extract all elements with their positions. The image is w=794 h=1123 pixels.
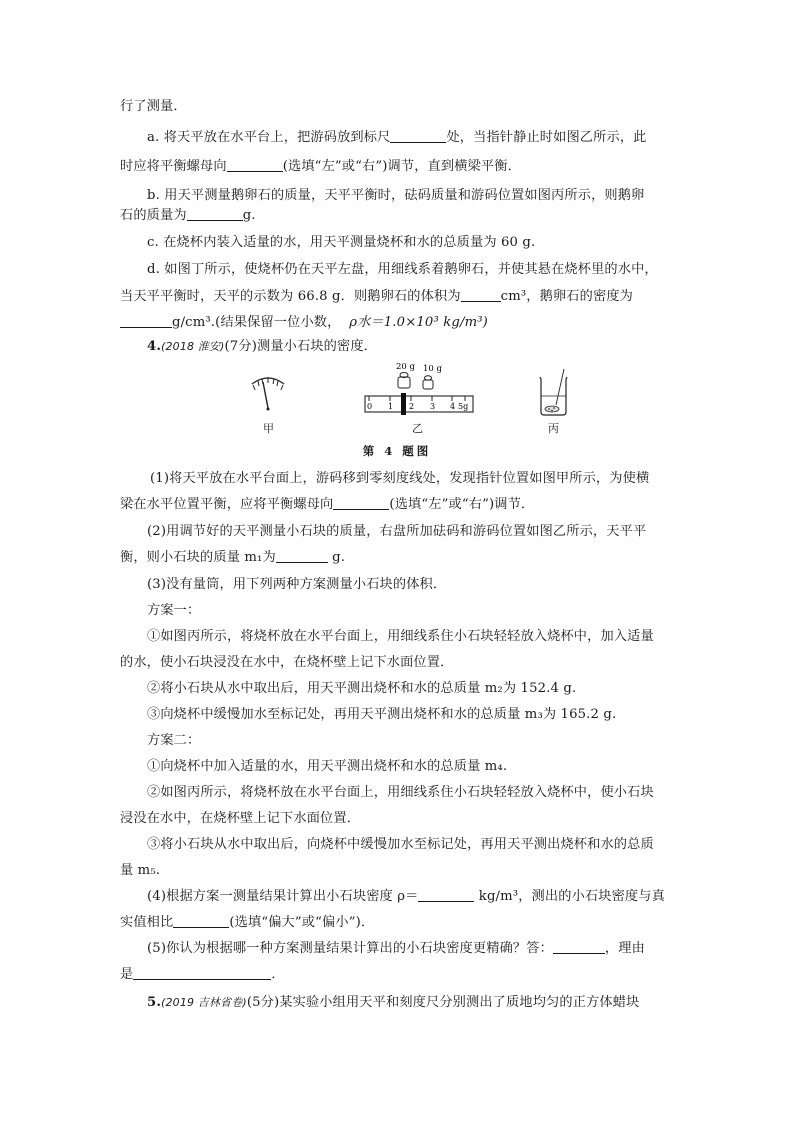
q4-part1: (1)将天平放在水平台面上，游码移到零刻度线处，发现指针位置如图甲所示，为使横: [150, 471, 650, 486]
weight-10g-label: 10 g: [423, 364, 442, 374]
answer-blank[interactable]: [418, 887, 474, 902]
plan2-title: 方案二：: [147, 733, 201, 748]
scale-tick-1: 1: [388, 402, 394, 411]
plan1-step3: ③向烧杯中缓慢加水至标记处，再用天平测出烧杯和水的总质量 m₃为 165.2 g.: [147, 707, 617, 722]
plan2-step3-cont: 量 m₅.: [120, 863, 161, 878]
q3-step-d-cont: 当天平平衡时，天平的示数为 66.8 g．则鹅卵石的体积为 cm³，鹅卵石的密度为: [120, 289, 633, 304]
q4-part4-cont: 实值相比 (选填“偏大”或“偏小”)．: [120, 915, 375, 930]
q3-step-a: a. 将天平放在水平台上，把游码放到标尺 处，当指针静止时如图乙所示，此: [147, 130, 647, 145]
q4-part5-cont: 是 ．: [120, 967, 285, 982]
plan1-title: 方案一：: [147, 603, 201, 618]
plan2-step1: ①向烧杯中加入适量的水，用天平测出烧杯和水的总质量 m₄.: [147, 759, 508, 774]
answer-blank[interactable]: [553, 939, 605, 954]
figure-label-jia: 甲: [263, 422, 274, 435]
answer-blank[interactable]: [133, 965, 271, 980]
weights-and-scale: [365, 362, 473, 415]
q4-part5: (5)你认为根据哪一种方案测量结果计算出的小石块密度更精确？答： ，理由: [147, 941, 645, 956]
q4-header: 4.(2018 淮安)(7分)测量小石块的密度．: [147, 339, 378, 354]
figure-label-bing: 丙: [548, 422, 559, 435]
balance-pointer-dial: [252, 377, 284, 411]
plan1-step2: ②将小石块从水中取出后，用天平测出烧杯和水的总质量 m₂为 152.4 g.: [147, 681, 577, 696]
scale-tick-4: 4: [450, 402, 456, 411]
rider-marker: [401, 393, 406, 415]
plan2-step2: ②如图丙所示，将烧杯放在水平台面上，用细线系住小石块轻轻放入烧杯中，使小石块: [147, 785, 654, 800]
scale-tick-2: 2: [409, 402, 415, 411]
plan2-step3: ③将小石块从水中取出后，向烧杯中缓慢加水至标记处，再用天平测出烧杯和水的总质: [147, 837, 654, 852]
plan1-step1-cont: 的水，使小石块浸没在水中，在烧杯壁上记下水面位置．: [120, 655, 454, 670]
q3-step-d-cont2: g/cm³.(结果保留一位小数， ρ水＝1.0×10³ kg/m³): [120, 313, 680, 333]
figure-caption: 第 4 题图: [362, 444, 432, 458]
q3-step-c: c. 在烧杯内装入适量的水，用天平测量烧杯和水的总质量为 60 g.: [147, 235, 536, 250]
q4-part1-cont: 梁在水平位置平衡，应将平衡螺母向 (选填“左”或“右”)调节．: [120, 497, 535, 512]
q3-step-b-cont: 石的质量为 g.: [120, 208, 256, 223]
figure-label-yi: 乙: [412, 422, 423, 435]
q4-part3: (3)没有量筒，用下列两种方案测量小石块的体积．: [147, 577, 447, 592]
answer-blank[interactable]: [173, 913, 229, 928]
q3-step-a-cont: 时应将平衡螺母向 (选填“左”或“右”)调节，直到横梁平衡．: [120, 159, 521, 174]
q3-line0: 行了测量．: [120, 99, 187, 114]
q4-part4: (4)根据方案一测量结果计算出小石块密度 ρ＝ kg/m³，测出的小石块密度与真: [147, 889, 665, 904]
plan2-step2-cont: 浸没在水中，在烧杯壁上记下水面位置．: [120, 811, 361, 826]
scale-tick-3: 3: [430, 402, 436, 411]
figure-4: [0, 0, 794, 460]
weight-20g-label: 20 g: [396, 362, 415, 372]
q5-header: 5.(2019 吉林省卷)(5分)某实验小组用天平和刻度尺分别测出了质地均匀的正方体蜡块: [147, 995, 640, 1010]
q4-part2: (2)用调节好的天平测量小石块的质量，右盘所加砝码和游码位置如图乙所示，天平平: [147, 524, 647, 539]
q4-part2-cont: 衡，则小石块的质量 m₁为 g.: [120, 550, 346, 565]
scale-tick-0: 0: [367, 402, 373, 411]
beaker-with-stone: [540, 369, 567, 415]
answer-blank[interactable]: [333, 495, 389, 510]
q3-step-d: d. 如图丁所示，使烧杯仍在天平左盘，用细线系着鹅卵石，并使其悬在烧杯里的水中，: [147, 262, 658, 277]
scale-tick-5: 5g: [458, 402, 469, 411]
q3-step-b: b. 用天平测量鹅卵石的质量，天平平衡时，砝码质量和游码位置如图丙所示，则鹅卵: [147, 188, 645, 203]
answer-blank[interactable]: [276, 548, 328, 563]
plan1-step1: ①如图丙所示，将烧杯放在水平台面上，用细线系住小石块轻轻放入烧杯中，加入适量: [147, 629, 654, 644]
